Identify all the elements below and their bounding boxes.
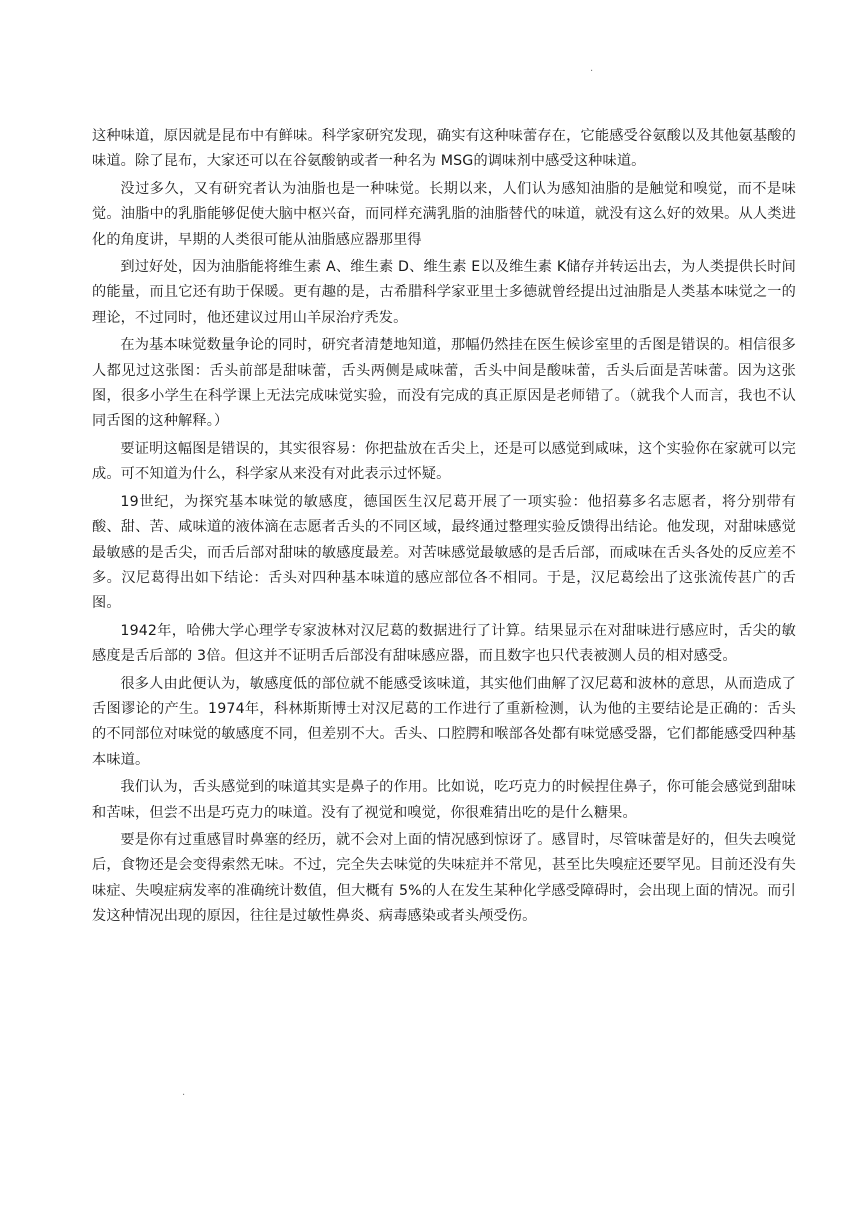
paragraph-7: 1942年，哈佛大学心理学专家波林对汉尼葛的数据进行了计算。结果显示在对甜味进行感应时，舌尖的敏感度是舌后部的 3倍。但这并不证明舌后部没有甜味感应器，而且数字也只代表被测人员的相对感受。 <box>92 622 796 665</box>
paragraph-5: 要证明这幅图是错误的，其实很容易：你把盐放在舌尖上，还是可以感觉到咸味，这个实验你在家就可以完成。可不知道为什么，科学家从来没有对此表示过怀疑。 <box>92 440 796 483</box>
paragraph-3: 到过好处，因为油脂能将维生素 A、维生素 D、维生素 E以及维生素 K储存并转运出去，为人类提供长时间的能量，而且它还有助于保暖。更有趣的是，古希腊科学家亚里士多德就曾经提出过油脂是人类基本味觉之一的理论，不过同时，他还建议过用山羊尿治疗秃发。 <box>92 259 796 326</box>
bottom-dot-mark: · <box>182 1090 186 1101</box>
paragraph-8: 很多人由此便认为，敏感度低的部位就不能感受该味道，其实他们曲解了汉尼葛和波林的意思，从而造成了舌图谬论的产生。1974年，科林斯斯博士对汉尼葛的工作进行了重新检测，认为他的主要结论是正确的：舌头的不同部位对味觉的敏感度不同，但差别不大。舌头、口腔腭和喉部各处都有味觉感受器，它们都能感受四种基本味道。 <box>92 675 796 768</box>
article-body <box>92 124 796 932</box>
paragraph-1: 这种味道，原因就是昆布中有鲜味。科学家研究发现，确实有这种味蕾存在，它能感受谷氨酸以及其他氨基酸的味道。除了昆布，大家还可以在谷氨酸钠或者一种名为 MSG的调味剂中感受这种味道。 <box>92 128 796 170</box>
top-dot-mark: · <box>590 66 594 77</box>
paragraph-2: 没过多久，又有研究者认为油脂也是一种味觉。长期以来，人们认为感知油脂的是触觉和嗅觉，而不是味觉。油脂中的乳脂能够促使大脑中枢兴奋，而同样充满乳脂的油脂替代的味道，就没有这么好的效果。从人类进化的角度讲，早期的人类很可能从油脂感应器那里得 <box>92 180 796 248</box>
paragraph-4: 在为基本味觉数量争论的同时，研究者清楚地知道，那幅仍然挂在医生候诊室里的舌图是错误的。相信很多人都见过这张图：舌头前部是甜味蕾，舌头两侧是咸味蕾，舌头中间是酸味蕾，舌头后面是苦味蕾。因为这张图，很多小学生在科学课上无法完成味觉实验，而没有完成的真正原因是老师错了。（就我个人而言，我也不认同舌图的这种解释。） <box>92 337 796 430</box>
paragraph-6: 19世纪，为探究基本味觉的敏感度，德国医生汉尼葛开展了一项实验：他招募多名志愿者，将分别带有酸、甜、苦、咸味道的液体滴在志愿者舌头的不同区域，最终通过整理实验反馈得出结论。他发现，对甜味感觉最敏感的是舌尖，而舌后部对甜味的敏感度最差。对苦味感觉最敏感的是舌后部，而咸味在舌头各处的反应差不多。汉尼葛得出如下结论：舌头对四种基本味道的感应部位各不相同。于是，汉尼葛绘出了这张流传甚广的舌图。 <box>92 493 796 612</box>
paragraph-9: 我们认为，舌头感觉到的味道其实是鼻子的作用。比如说，吃巧克力的时候捏住鼻子，你可能会感觉到甜味和苦味，但尝不出是巧克力的味道。没有了视觉和嗅觉，你很难猜出吃的是什么糖果。 <box>92 779 796 821</box>
paragraph-10: 要是你有过重感冒时鼻塞的经历，就不会对上面的情况感到惊讶了。感冒时，尽管味蕾是好的，但失去嗅觉后，食物还是会变得索然无味。不过，完全失去味觉的失味症并不常见，甚至比失嗅症还要罕见。目前还没有失味症、失嗅症病发率的准确统计数值，但大概有 5%的人在发生某种化学感受障碍时，会出现上面的情况。而引发这种情况出现的原因，往往是过敏性鼻炎、病毒感染或者头颅受伤。 <box>92 831 796 925</box>
